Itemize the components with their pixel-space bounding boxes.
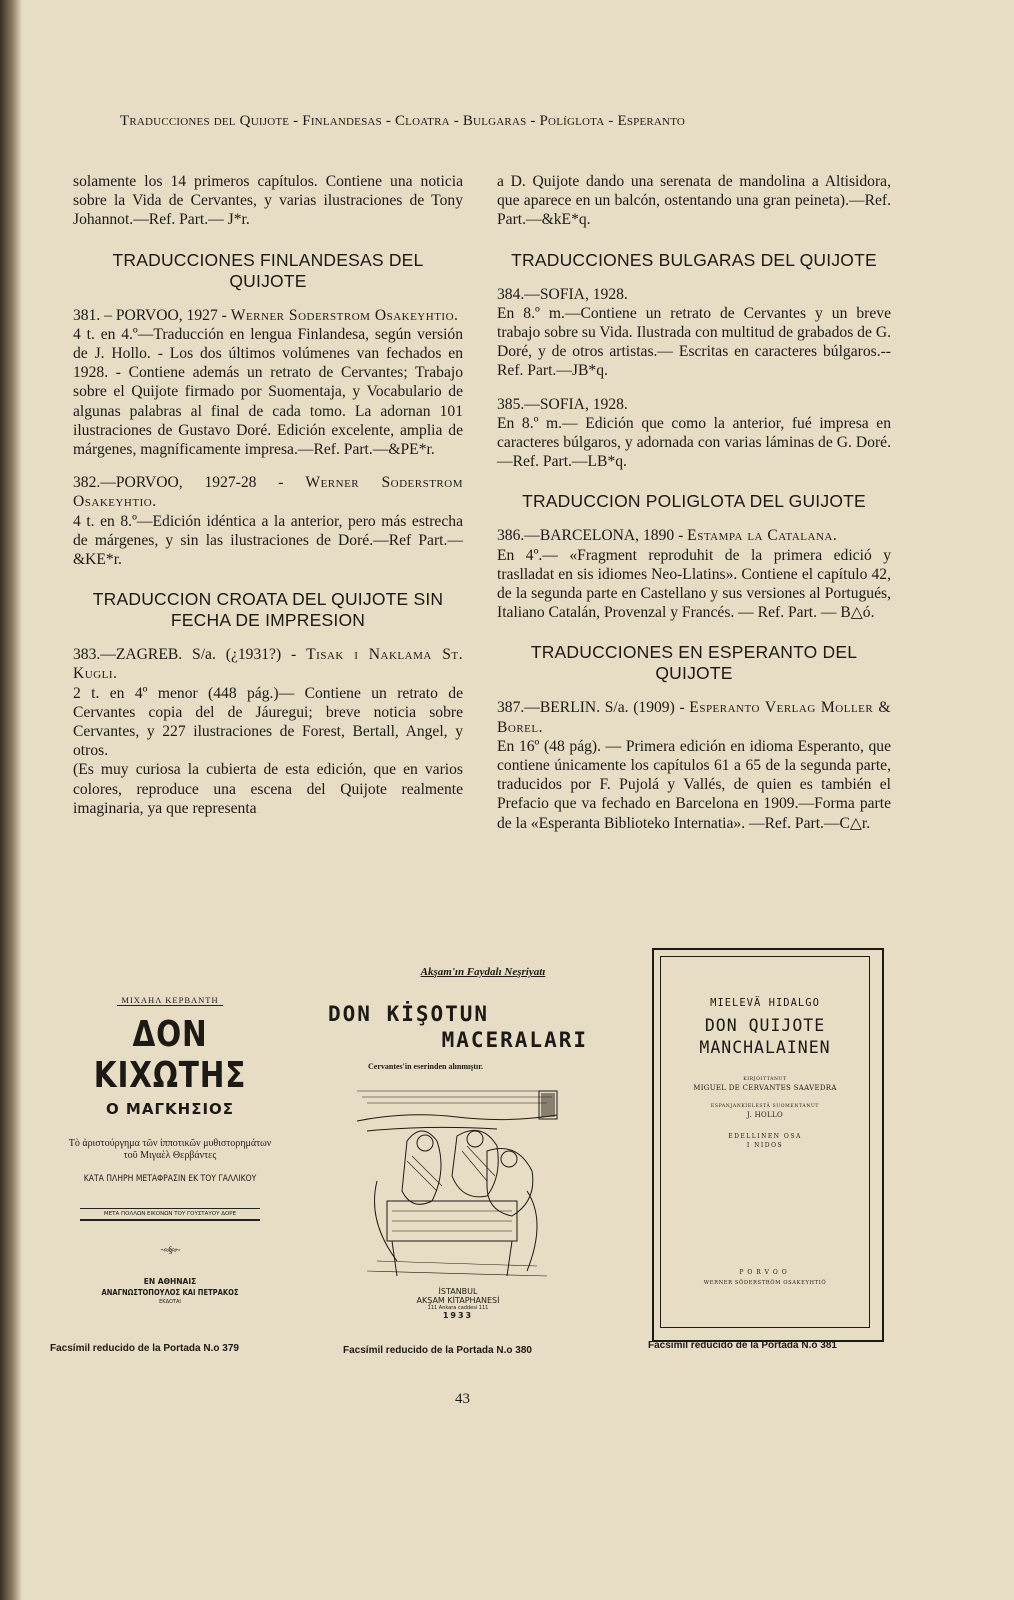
running-head-text: Traducciones del Quijote - Finlandesas - Cloatra - Bulgaras - Políglota - Esperanto	[120, 113, 686, 129]
book-binding-shadow	[0, 0, 22, 1600]
plate-379-press: ΕΚΔΟΤΑΙ	[159, 1299, 181, 1305]
heading-esperanto: TRADUCCIONES EN ESPERANTO DEL QUIJOTE	[530, 642, 858, 684]
continuation-paragraph: a D. Quijote dando una serenata de mandolina a Altisidora, que aparece en un balcón, ostentando una gran peineta).—Ref. Part.—&kE*q.	[497, 173, 891, 229]
plate-381-title-1: DON QUIJOTE	[704, 1016, 826, 1035]
entry-381-head: 381. – PORVOO, 1927 -	[73, 306, 227, 324]
entry-383-body: 2 t. en 4º menor (448 pág.)— Contiene un retrato de Cervantes copia del de Jáuregui; breve noticia sobre Cervantes, y 227 ilustraciones de Forest, Bertall, Angel, y otros.	[73, 684, 463, 760]
plate-379-title: ΔΟΝ ΚΙΧΩΤΗΣ	[93, 1014, 247, 1096]
entry-385-head: 385.—SOFIA, 1928.	[497, 395, 628, 413]
left-column	[73, 172, 463, 832]
plate-379-description: Τὸ ἀριστούργημα τῶν ἱπποτικῶν μυθιστορημάτων τοῦ Μιγαὲλ Θερβάντες	[68, 1138, 272, 1161]
entry-383	[73, 645, 463, 818]
plate-381-author: MIELEVÄ HIDALGO	[710, 997, 820, 1009]
entry-386-body: En 4º.— «Fragment reproduhit de la primera edició y traslladat en sis idiomes Neo-Llatins». Contiene el capítulo 42, de la segunda parte en Castellano y sus versiones al Portugués, Italiano Catalán, Provenzal y Francés. — Ref. Part. — B△ó.	[497, 546, 891, 622]
plate-381-city: PORVOO	[739, 1269, 791, 1276]
entry-382-publisher: Werner Soderstrom Osakeyhtio.	[73, 474, 463, 511]
entry-387	[497, 698, 891, 832]
entry-382-head: 382.—PORVOO, 1927-28 -	[73, 474, 284, 492]
heading-poliglota: TRADUCCION POLIGLOTA DEL GUIJOTE	[522, 491, 866, 512]
plate-381-volume: EDELLINEN OSA	[728, 1133, 802, 1140]
heading-croata: TRADUCCION CROATA DEL QUIJOTE SIN FECHA DE IMPRESION	[92, 589, 444, 631]
entry-386	[497, 526, 891, 622]
right-column	[497, 172, 891, 847]
entry-386-publisher: Estampa la Catalana.	[687, 527, 838, 545]
plate-380-city: İSTANBUL	[438, 1287, 478, 1296]
entry-382-body: 4 t. en 8.º—Edición idéntica a la anterior, pero más estrecha de márgenes, y sin las ilustraciones de Doré.—Ref Part.—&KE*r.	[73, 512, 463, 569]
entry-384-body: En 8.º m.—Contiene un retrato de Cervantes y un breve trabajo sobre su Vida. Ilustrada con multitud de grabados de G. Doré, y de otros artistas.— Escritas en caracteres búlgaros.--Ref. Part.—JB*q.	[497, 304, 891, 380]
facsimile-381	[652, 948, 884, 1344]
plate-380-year: 1933	[442, 1311, 474, 1320]
plate-381-inner-frame	[660, 956, 870, 1328]
plate-379-ornament: ~≈§≈~	[160, 1245, 180, 1255]
intro-paragraph: solamente los 14 primeros capítulos. Contiene una noticia sobre la Vida de Cervantes, y varias ilustraciones de Tony Johannot.—Ref. Part.— J*r.	[73, 173, 463, 229]
caption-380: Facsímil reducido de la Portada N.o 380	[343, 1345, 532, 1356]
plate-380-series: Akşam'ın Faydalı Neşriyatı	[420, 966, 546, 978]
plate-379-illustrations: ΜΕΤΑ ΠΟΛΛΩΝ ΕΙΚΟΝΩΝ ΤΟΥ ΓΟΥΣΤΑΥΟΥ ΔΟΡΕ	[80, 1208, 260, 1221]
entry-387-body: En 16º (48 pág). — Primera edición en idioma Esperanto, que contiene únicamente los capítulos 61 a 65 de la segunda parte, traducidos por F. Pujolá y Vallés, de quien es también el Prefacio que va fechado en Barcelona en 1909.—Forma parte de la «Esperanta Biblioteko Internatia». —Ref. Part.—C△r.	[497, 737, 891, 832]
entry-386-head: 386.—BARCELONA, 1890 -	[497, 527, 684, 545]
plate-381-nidos: I NIDOS	[746, 1142, 784, 1149]
caption-379: Facsímil reducido de la Portada N.o 379	[50, 1343, 239, 1354]
plate-381-suomentanut: ESPANJANKIELESTÄ SUOMENTANUT	[710, 1104, 820, 1109]
plate-380-title-1: DON KİŞOTUN	[328, 1002, 490, 1026]
plate-379-publisher: ΑΝΑΓΝΩΣΤΟΠΟΥΛΟΣ ΚΑΙ ΠΕΤΡΑΚΟΣ	[101, 1288, 239, 1297]
plate-379-city: ΕΝ ΑΘΗΝΑΙΣ	[143, 1277, 197, 1286]
entry-382	[73, 473, 463, 569]
plate-381-translator: J. HOLLO	[747, 1111, 783, 1119]
heading-finlandesas: TRADUCCIONES FINLANDESAS DEL QUIJOTE	[112, 249, 424, 291]
plate-381-publisher: WERNER SÖDERSTRÖM OSAKEYHTIÖ	[703, 1280, 827, 1286]
entry-387-head: 387.—BERLIN. S/a. (1909) -	[497, 699, 685, 717]
entry-383-note: (Es muy curiosa la cubierta de esta edición, que en varios colores, reproduce una escena del Quijote realmente imaginaria, ya que representa	[73, 761, 463, 817]
entry-381	[73, 306, 463, 460]
plate-380-title-2: MACERALARI	[441, 1028, 588, 1052]
facsimile-380	[328, 966, 588, 1356]
plate-380-subtitle: Cervantes'in eserinden alınmıştır.	[368, 1062, 484, 1071]
entry-381-publisher: Werner Soderstrom Osakeyhtio.	[230, 306, 459, 324]
entry-385-body: En 8.º m.— Edición que como la anterior, fué impresa en caracteres búlgaros, y adornada con varias láminas de G. Doré.—Ref. Part.—LB*q.	[497, 414, 891, 471]
running-head	[120, 113, 840, 130]
entry-383-publisher: Tisak i Naklama St. Kugli.	[73, 646, 463, 683]
plate-379-author: ΜΙΧΑΗΛ ΚΕΡΒΑΝΤΗ	[117, 995, 222, 1006]
engraving-illustration	[347, 1081, 569, 1281]
entry-385	[497, 395, 891, 472]
plate-379-translation: ΚΑΤΑ ΠΛΗΡΗ ΜΕΤΑΦΡΑΣΙΝ ΕΚ ΤΟΥ ΓΑΛΛΙΚΟΥ	[83, 1174, 257, 1184]
entry-387-publisher: Esperanto Verlag Moller & Borel.	[497, 699, 891, 736]
plate-381-title-2: MANCHALAINEN	[699, 1038, 831, 1057]
facsimile-379	[50, 990, 290, 1350]
caption-381: Facsímil reducido de la Portada N.o 381	[648, 1340, 837, 1351]
plate-380-address: 111 Ankara caddesi 111	[427, 1305, 489, 1311]
plate-381-cervantes: MIGUEL DE CERVANTES SAAVEDRA	[693, 1084, 837, 1092]
heading-bulgaras: TRADUCCIONES BULGARAS DEL QUIJOTE	[511, 249, 877, 270]
entry-384-head: 384.—SOFIA, 1928.	[497, 285, 628, 303]
entry-381-body: 4 t. en 4.º—Traducción en lengua Finlandesa, según versión de J. Hollo. - Los dos últimos volúmenes van fechados en 1928. - Contiene además un retrato de Cervantes; Trabajo sobre el Quijote firmado por Suomentaja, y Vocabulario de algunas palabras al final de cada tomo. La adornan 101 ilustraciones de Gustavo Doré. Edición excelente, amplia de márgenes, magníficamente impresa.—Ref. Part.—&PE*r.	[73, 325, 463, 459]
plate-379-subtitle: Ο ΜΑΓΚΗΣΙΟΣ	[105, 1100, 235, 1118]
entry-383-head: 383.—ZAGREB. S/a. (¿1931?) -	[73, 646, 297, 664]
page-number: 43	[455, 1391, 470, 1407]
plate-381-kirjoittanut: KIRJOITTANUT	[743, 1077, 787, 1082]
entry-384	[497, 285, 891, 381]
plate-380-publisher: AKŞAM KİTAPHANESİ	[416, 1296, 500, 1305]
